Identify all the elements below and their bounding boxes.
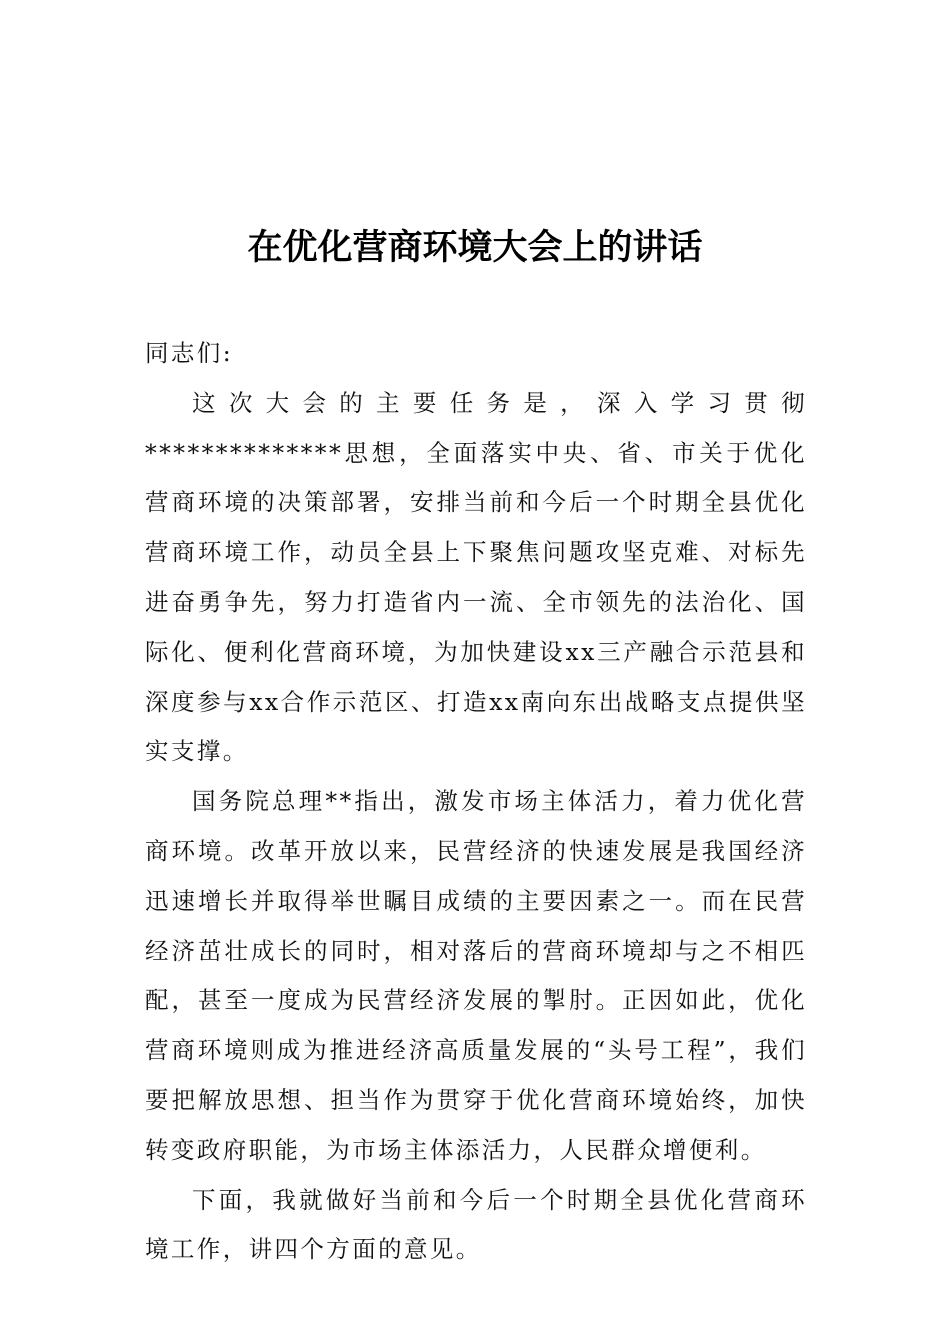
paragraph-2: 国务院总理**指出，激发市场主体活力，着力优化营商环境。改革开放以来，民营经济的快速发展是我国经济迅速增长并取得举世瞩目成绩的主要因素之一。而在民营经济茁壮成长的同时，相对落后的营商环境却与之不相匹配，甚至一度成为民营经济发展的掣肘。正因如此，优化营商环境则成为推进经济高质量发展的“头号工程”，我们要把解放思想、担当作为贯穿于优化营商环境始终，加快转变政府职能，为市场主体添活力，人民群众增便利。 [145,787,807,1164]
document-title: 在优化营商环境大会上的讲话 [247,227,703,268]
document-body [145,329,807,1275]
paragraph-3: 下面，我就做好当前和今后一个时期全县优化营商环境工作，讲四个方面的意见。 [145,1185,807,1264]
salutation: 同志们: [145,339,234,367]
paragraph-1: 这次大会的主要任务是，深入学习贯彻**************思想，全面落实中央、省、市关于优化营商环境的决策部署，安排当前和今后一个时期全县优化营商环境工作，动员全县上下聚焦问题攻坚克难、对标先进奋勇争先，努力打造省内一流、全市领先的法治化、国际化、便利化营商环境，为加快建设xx三产融合示范县和深度参与xx合作示范区、打造xx南向东出战略支点提供坚实支撑。 [145,388,807,766]
